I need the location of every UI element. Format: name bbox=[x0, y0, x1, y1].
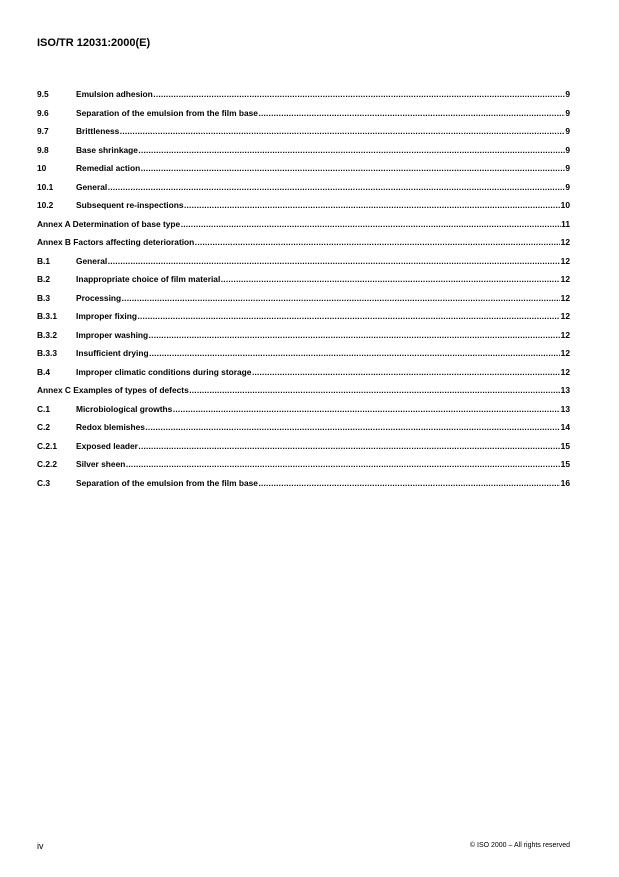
toc-entry-page: 12 bbox=[560, 348, 570, 358]
table-of-contents bbox=[37, 85, 570, 492]
toc-entry-page: 12 bbox=[560, 366, 570, 377]
toc-dot-leader bbox=[137, 307, 560, 326]
toc-entry-title: Annex C Examples of types of defects bbox=[37, 385, 189, 395]
toc-entry-title: Brittleness bbox=[76, 126, 120, 136]
toc-entry[interactable] bbox=[37, 400, 570, 419]
toc-entry-title: Processing bbox=[76, 292, 122, 303]
toc-entry[interactable] bbox=[37, 196, 570, 215]
toc-entry-number: B.3.3 bbox=[37, 348, 58, 358]
toc-dot-leader bbox=[141, 159, 565, 178]
toc-entry-number: B.2 bbox=[37, 274, 51, 284]
toc-entry-number: 9.7 bbox=[37, 126, 49, 136]
toc-entry-title: Separation of the emulsion from the film base bbox=[76, 477, 258, 488]
toc-entry-title: Emulsion adhesion bbox=[76, 89, 153, 99]
toc-entry-title: Separation of the emulsion from the film base bbox=[76, 107, 258, 118]
toc-entry-number: B.3.2 bbox=[37, 329, 58, 340]
toc-entry-title: Improper fixing bbox=[76, 311, 137, 321]
toc-entry[interactable] bbox=[37, 474, 570, 493]
toc-entry-title: Base shrinkage bbox=[76, 144, 138, 155]
copyright-notice: © ISO 2000 – All rights reserved bbox=[469, 842, 570, 849]
toc-entry-title: General bbox=[76, 255, 108, 266]
toc-entry-page: 12 bbox=[560, 237, 570, 247]
toc-entry-page: 16 bbox=[560, 477, 570, 488]
toc-entry-page: 11 bbox=[561, 218, 570, 229]
toc-entry-page: 9 bbox=[565, 181, 570, 192]
toc-entry-number: 10 bbox=[37, 163, 47, 173]
toc-entry[interactable] bbox=[37, 104, 570, 123]
toc-entry-number: 9.8 bbox=[37, 144, 49, 155]
toc-entry-page: 9 bbox=[565, 107, 570, 118]
toc-entry[interactable] bbox=[37, 437, 570, 456]
toc-dot-leader bbox=[149, 344, 560, 363]
toc-dot-leader bbox=[184, 196, 560, 215]
toc-entry-page: 9 bbox=[565, 126, 570, 136]
toc-entry[interactable] bbox=[37, 326, 570, 345]
toc-entry-page: 9 bbox=[565, 144, 570, 155]
toc-dot-leader bbox=[252, 363, 560, 382]
toc-entry-title: Improper washing bbox=[76, 329, 149, 340]
toc-entry-number: C.1 bbox=[37, 403, 51, 414]
toc-dot-leader bbox=[108, 252, 560, 271]
toc-entry[interactable] bbox=[37, 270, 570, 289]
document-id: ISO/TR 12031:2000(E) bbox=[37, 37, 151, 49]
toc-entry-number: 10.2 bbox=[37, 200, 54, 210]
toc-entry[interactable] bbox=[37, 122, 570, 141]
toc-entry[interactable] bbox=[37, 85, 570, 104]
toc-dot-leader bbox=[122, 289, 561, 308]
toc-entry-number: C.3 bbox=[37, 477, 51, 488]
toc-entry-title: Annex A Determination of base type bbox=[37, 218, 181, 229]
toc-entry-number: C.2.2 bbox=[37, 459, 58, 469]
toc-entry-title: Inappropriate choice of film material bbox=[76, 274, 221, 284]
toc-entry-title: Subsequent re-inspections bbox=[76, 200, 184, 210]
toc-entry-page: 12 bbox=[560, 274, 570, 284]
toc-entry-number: B.3.1 bbox=[37, 311, 58, 321]
toc-entry-number: 10.1 bbox=[37, 181, 54, 192]
toc-dot-leader bbox=[258, 104, 564, 123]
toc-entry-number: C.2 bbox=[37, 422, 51, 432]
toc-entry[interactable] bbox=[37, 178, 570, 197]
toc-entry[interactable] bbox=[37, 363, 570, 382]
toc-entry[interactable] bbox=[37, 233, 570, 252]
toc-entry-page: 13 bbox=[560, 385, 570, 395]
toc-dot-leader bbox=[258, 474, 560, 493]
toc-entry-number: C.2.1 bbox=[37, 440, 58, 451]
toc-dot-leader bbox=[221, 270, 560, 289]
toc-entry-page: 12 bbox=[560, 255, 570, 266]
toc-entry-number: 9.5 bbox=[37, 89, 49, 99]
toc-entry-page: 13 bbox=[560, 403, 570, 414]
toc-entry-title: Remedial action bbox=[76, 163, 141, 173]
toc-dot-leader bbox=[173, 400, 560, 419]
toc-entry-title: Silver sheen bbox=[76, 459, 126, 469]
toc-entry[interactable] bbox=[37, 252, 570, 271]
toc-entry-title: Microbiological growths bbox=[76, 403, 173, 414]
toc-dot-leader bbox=[153, 85, 565, 104]
toc-entry[interactable] bbox=[37, 418, 570, 437]
toc-entry-title: Redox blemishes bbox=[76, 422, 145, 432]
toc-entry-page: 14 bbox=[560, 422, 570, 432]
toc-dot-leader bbox=[120, 122, 565, 141]
toc-dot-leader bbox=[108, 178, 565, 197]
toc-entry-number: B.4 bbox=[37, 366, 51, 377]
toc-entry-page: 10 bbox=[560, 200, 570, 210]
toc-dot-leader bbox=[145, 418, 560, 437]
toc-entry-number: B.1 bbox=[37, 255, 51, 266]
toc-entry[interactable] bbox=[37, 381, 570, 400]
toc-entry[interactable] bbox=[37, 344, 570, 363]
toc-entry-title: Annex B Factors affecting deterioration bbox=[37, 237, 195, 247]
toc-entry[interactable] bbox=[37, 141, 570, 160]
toc-dot-leader bbox=[149, 326, 561, 345]
toc-dot-leader bbox=[189, 381, 560, 400]
toc-entry-page: 15 bbox=[560, 459, 570, 469]
toc-dot-leader bbox=[138, 141, 564, 160]
toc-dot-leader bbox=[181, 215, 561, 234]
toc-entry[interactable] bbox=[37, 159, 570, 178]
toc-entry-number: 9.6 bbox=[37, 107, 49, 118]
toc-dot-leader bbox=[195, 233, 560, 252]
toc-entry[interactable] bbox=[37, 455, 570, 474]
toc-entry-page: 12 bbox=[560, 311, 570, 321]
toc-entry-title: Insufficient drying bbox=[76, 348, 149, 358]
toc-entry-page: 15 bbox=[560, 440, 570, 451]
page-number: iv bbox=[37, 841, 44, 851]
toc-entry-page: 12 bbox=[560, 292, 570, 303]
toc-entry-page: 9 bbox=[565, 163, 570, 173]
toc-entry[interactable] bbox=[37, 307, 570, 326]
toc-entry-page: 12 bbox=[560, 329, 570, 340]
toc-dot-leader bbox=[126, 455, 560, 474]
toc-entry-page: 9 bbox=[565, 89, 570, 99]
toc-entry-number: B.3 bbox=[37, 292, 51, 303]
toc-dot-leader bbox=[138, 437, 560, 456]
toc-entry-title: Exposed leader bbox=[76, 440, 138, 451]
toc-entry-title: General bbox=[76, 181, 108, 192]
toc-entry[interactable] bbox=[37, 215, 570, 234]
toc-entry[interactable] bbox=[37, 289, 570, 308]
toc-entry-title: Improper climatic conditions during storage bbox=[76, 366, 252, 377]
